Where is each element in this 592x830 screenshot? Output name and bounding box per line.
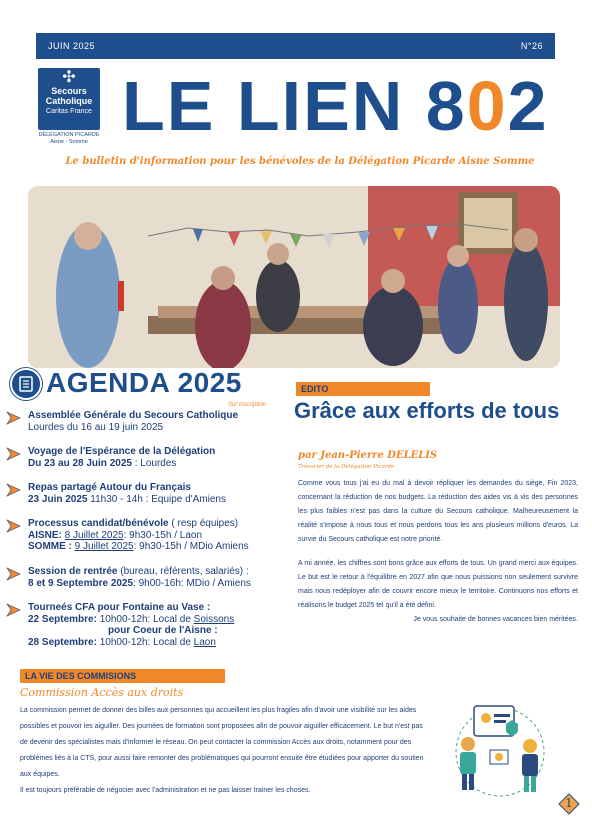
agenda-event — [6, 518, 291, 553]
event-title-rest: (bureau, référents, salariés) : — [117, 566, 249, 577]
logo-subtitle — [30, 132, 108, 146]
edito-body — [298, 477, 578, 627]
agenda-title: AGENDA 2025 — [46, 367, 242, 398]
secours-catholique-logo — [38, 68, 100, 130]
logo-line-3: Caritas France — [46, 108, 92, 115]
title-part-2: 0 — [466, 67, 508, 145]
event-title: Processus candidat/bénévole — [28, 518, 169, 529]
event-date-link[interactable]: 9 Juillet 2025 — [74, 541, 134, 552]
event-detail: : 9h00-16h: MDio / Amiens — [133, 577, 251, 589]
agenda-event — [6, 602, 291, 648]
event-subtitle: pour Coeur de l'Aisne : — [108, 625, 218, 636]
event-title: Session de rentrée — [28, 566, 118, 577]
page-number-badge — [558, 793, 580, 815]
logo-line-2: Catholique — [45, 96, 93, 106]
cross-icon: ✣ — [62, 69, 76, 86]
issue-date: JUIN 2025 — [48, 41, 96, 51]
agenda-event — [6, 446, 291, 469]
arrow-icon — [6, 567, 22, 581]
commission-title: Commission Accès aux droits — [20, 686, 184, 699]
commissions-tag-label: LA VIE DES COMMISIONS — [25, 671, 137, 681]
agenda-event — [6, 482, 291, 505]
commission-paragraph: Il est toujours préférable de négocier avec l'administration et ne pas laisser trainer les choses. — [20, 787, 311, 794]
event-detail: : 9h30-15h / MDio Amiens — [133, 541, 249, 552]
event-title: Repas partagé Autour du Français — [28, 482, 191, 493]
arrow-icon — [6, 603, 22, 617]
issue-number: N°26 — [520, 41, 543, 51]
location-link[interactable]: Laon — [193, 636, 216, 648]
event-region: SOMME : — [28, 541, 75, 552]
edito-closing: Je vous souhaite de bonnes vacances bien méritées. — [413, 616, 578, 623]
edito-author: par Jean-Pierre DELELIS — [298, 450, 438, 461]
event-detail: : Lourdes — [131, 457, 177, 469]
title-part-1: LE LIEN 8 — [122, 67, 467, 145]
agenda-event — [6, 566, 291, 589]
logo-sub-2: Aisne - Somme — [50, 139, 88, 145]
commissions-tag — [20, 669, 225, 683]
page-number: 1 — [565, 796, 573, 810]
event-date: 8 et 9 Septembre 2025 — [28, 577, 134, 589]
agenda-book-icon — [10, 368, 42, 400]
people-network-illustration — [450, 700, 550, 800]
title-part-3: 2 — [507, 67, 549, 145]
arrow-icon — [6, 483, 22, 497]
event-detail: : 9h30-15h / Laon — [123, 529, 203, 541]
event-detail: 10h00-12h: Local de — [96, 613, 194, 625]
event-detail: 10h00-12h: Local de — [96, 636, 194, 648]
event-date: 28 Septembre: — [28, 636, 97, 648]
event-date: 23 Juin 2025 — [28, 493, 88, 505]
event-region: AISNE: — [28, 529, 65, 541]
commission-paragraph: La commission permet de donner des billes aux personnes qui accueillent les plus fragiles afin d'avoir une visibilité sur les aides possibles et pouvoir les aiguiller. Des journées de formation sont proposées afin de pouvoir aiguiller efficacement. Le but n'est pas de devenir des spécialistes mais d'informer le réseau. On peut contacter la commission Accès aux droits, notamment pour des problèmes liés à la CTS, pour aussi faire remonter des problématiques qui pourront ensuite être étudiées pour apporter du soutien aux équipes. — [20, 707, 424, 778]
event-date: 22 Septembre: — [28, 613, 97, 625]
event-date-link[interactable]: 8 Juillet 2025 — [64, 529, 124, 541]
agenda-event — [6, 410, 291, 433]
arrow-icon — [6, 411, 22, 425]
event-title: Voyage de l'Espérance de la Délégation — [28, 446, 216, 457]
event-detail: Lourdes du 16 au 19 juin 2025 — [28, 421, 164, 433]
newsletter-title — [122, 67, 549, 145]
event-title: Assemblée Générale du Secours Catholique — [28, 410, 239, 421]
location-link[interactable]: Soissons — [193, 613, 235, 625]
arrow-icon — [6, 447, 22, 461]
logo-sub-1: DÉLÉGATION PICARDE — [38, 132, 100, 138]
event-date: Du 23 au 28 Juin 2025 — [28, 457, 132, 469]
edito-title: Grâce aux efforts de tous — [294, 398, 560, 423]
newsletter-subtitle: Le bulletin d'information pour les bénévoles de la Délégation Picarde Aisne Somme — [65, 156, 535, 167]
edito-paragraph: A mi année, les chiffres sont bons grâce aux efforts de tous. Un grand merci aux équipes. Le but est le retour à l'équilibre en 2027 afin que nous puissions non seulement survivre mais nous redéployer afin de couvrir encore mieux le territoire. Continuons nos efforts et réalisons le budget 2025 tel qu'il a été défini. — [298, 560, 578, 609]
header-bar — [36, 33, 555, 59]
volunteers-photo — [28, 186, 560, 368]
registration-note: Sur inscription — [228, 402, 267, 408]
event-title: Tourneés CFA pour Fontaine au Vase : — [28, 602, 211, 613]
commission-body — [20, 703, 430, 799]
edito-paragraph: Comme vous tous j'ai eu du mal à devoir répliquer les demandes du siège, Fin 2023, concernant la réduction de nos budgets. La réduction des aides vis à vis des personnes les plus faibles n'est pas dans la culture du Secours catholique. Malheureusement la réalité s'impose à nous tous et nous perdons tous les ans plusieurs millions d'euros. La survie du Secours catholique est notre priorité. — [298, 480, 578, 543]
logo-line-1: Secours — [51, 86, 87, 96]
event-title-rest: ( resp équipes) — [168, 518, 239, 529]
event-detail: 11h30 - 14h : Equipe d'Amiens — [87, 493, 226, 505]
edito-tag-label: EDITO — [301, 384, 329, 394]
edito-author-role: Trésorier de la Délégation Picarde — [298, 464, 395, 470]
edito-tag — [296, 382, 430, 396]
arrow-icon — [6, 519, 22, 533]
